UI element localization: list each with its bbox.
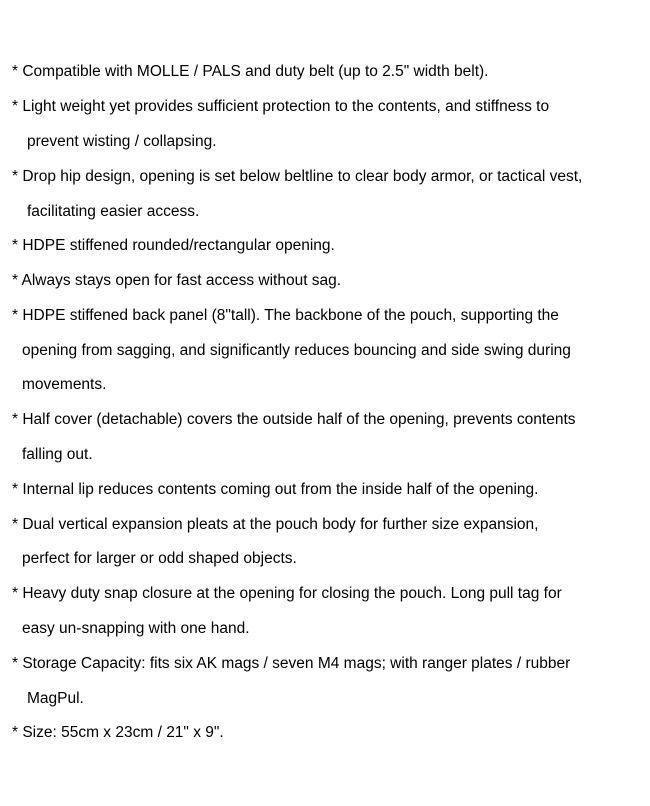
feature-11-line-2: MagPul. — [27, 690, 84, 707]
feature-4-line-1: * HDPE stiffened rounded/rectangular opening. — [12, 237, 335, 254]
feature-11-line-1: * Storage Capacity: fits six AK mags / seven M4 mags; with ranger plates / rubber — [12, 655, 571, 672]
feature-9-line-1: * Dual vertical expansion pleats at the pouch body for further size expansion, — [12, 516, 539, 533]
feature-1-line-1: * Compatible with MOLLE / PALS and duty belt (up to 2.5" width belt). — [12, 63, 489, 80]
feature-3-line-2: facilitating easier access. — [27, 203, 200, 220]
feature-6-line-1: * HDPE stiffened back panel (8"tall). The backbone of the pouch, supporting the — [12, 307, 559, 324]
feature-2-line-1: * Light weight yet provides sufficient protection to the contents, and stiffness to — [12, 98, 550, 115]
feature-2-line-2: prevent wisting / collapsing. — [27, 133, 217, 150]
feature-3-line-1: * Drop hip design, opening is set below beltline to clear body armor, or tactical vest, — [12, 168, 583, 185]
feature-7-line-1: * Half cover (detachable) covers the outside half of the opening, prevents contents — [12, 411, 576, 428]
feature-7-line-2: falling out. — [22, 446, 93, 463]
feature-9-line-2: perfect for larger or odd shaped objects. — [22, 550, 297, 567]
feature-5-line-1: * Always stays open for fast access without sag. — [12, 272, 342, 289]
feature-6-line-3: movements. — [22, 376, 107, 393]
feature-8-line-1: * Internal lip reduces contents coming out from the inside half of the opening. — [12, 481, 539, 498]
feature-10-line-2: easy un-snapping with one hand. — [22, 620, 250, 637]
feature-10-line-1: * Heavy duty snap closure at the opening for closing the pouch. Long pull tag for — [12, 585, 562, 602]
feature-6-line-2: opening from sagging, and significantly reduces bouncing and side swing during — [22, 342, 571, 359]
feature-12-line-1: * Size: 55cm x 23cm / 21" x 9". — [12, 724, 224, 741]
